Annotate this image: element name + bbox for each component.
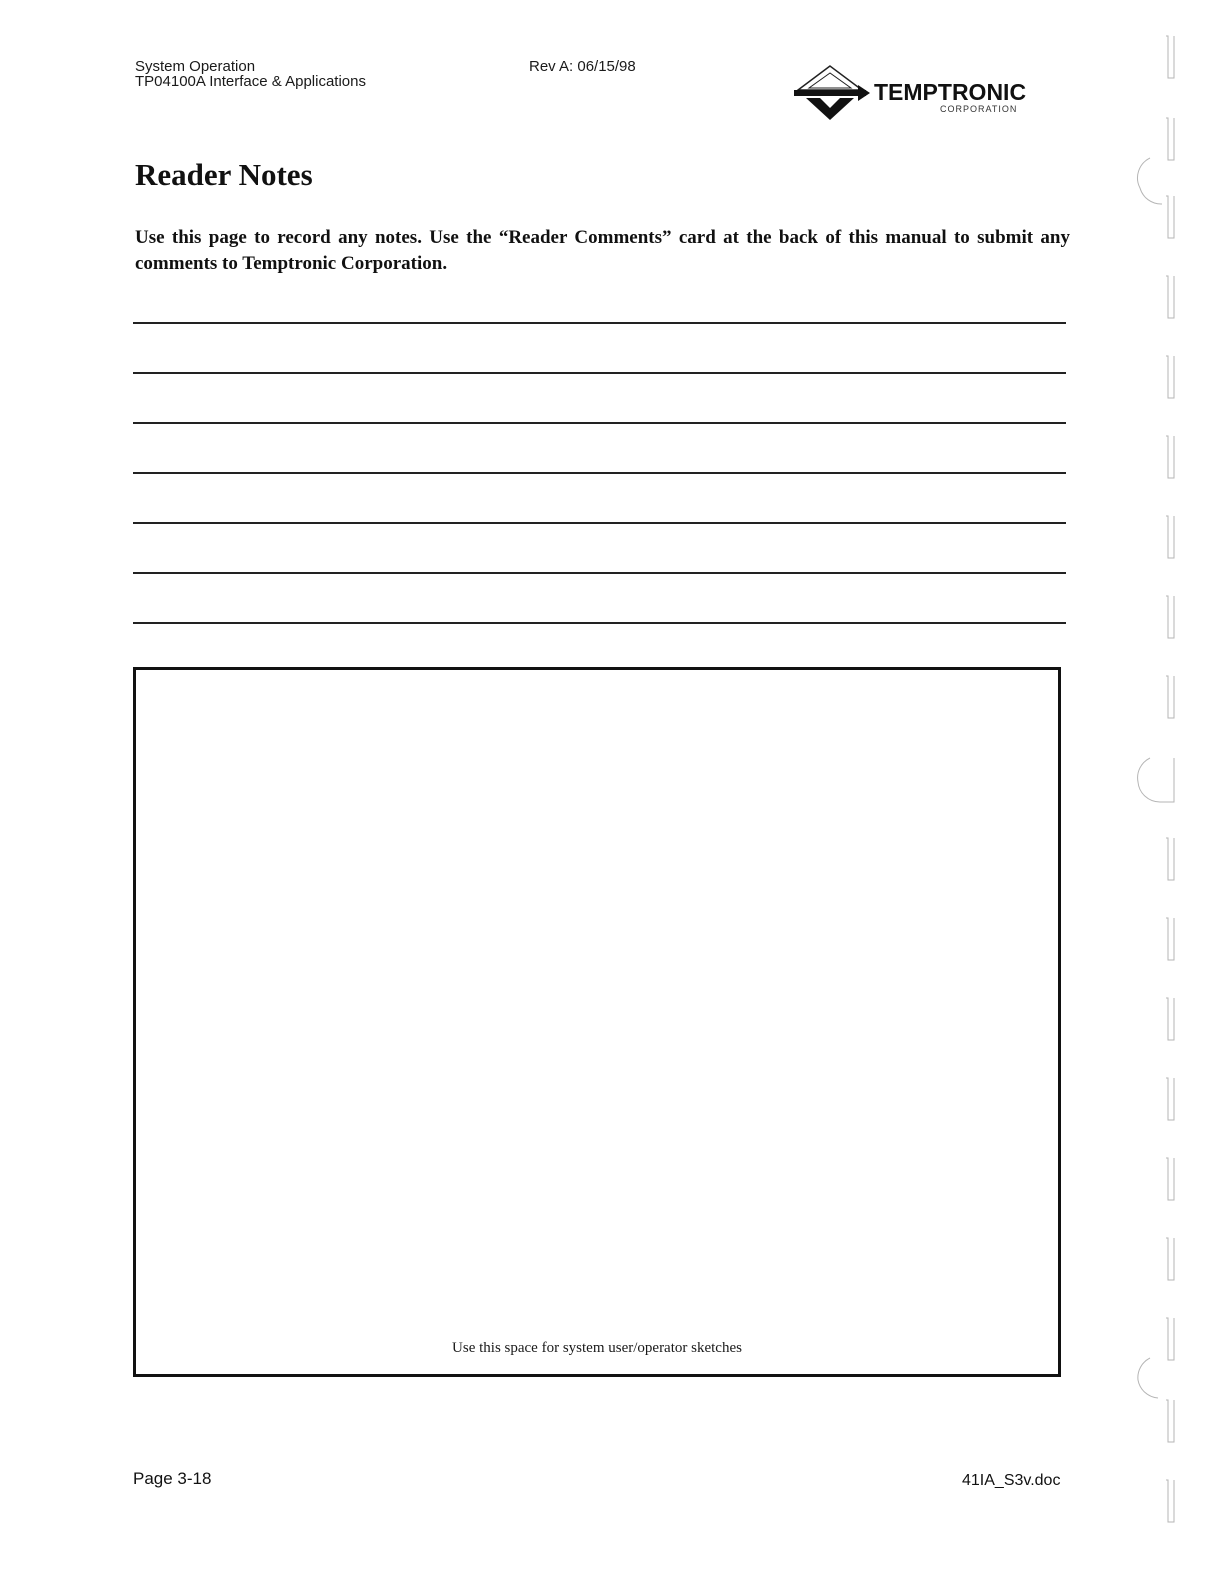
company-logo: [792, 64, 1042, 122]
note-line: [133, 522, 1066, 524]
sketch-caption: Use this space for system user/operator sketches: [452, 1340, 742, 1356]
temptronic-logo-icon: [792, 64, 872, 122]
note-line: [133, 422, 1066, 424]
sketch-area: [133, 667, 1061, 1377]
note-line: [133, 372, 1066, 374]
logo-name: TEMPTRONIC: [874, 79, 1027, 105]
logo-subtitle: CORPORATION: [940, 104, 1018, 114]
page-title: Reader Notes: [135, 157, 313, 192]
note-line: [133, 472, 1066, 474]
note-line: [133, 622, 1066, 624]
header-revision: Rev A: 06/15/98: [529, 58, 636, 75]
file-name: 41IA_S3v.doc: [962, 1472, 1061, 1489]
header-section: System Operation: [135, 58, 256, 75]
page-number: Page 3-18: [133, 1469, 212, 1488]
note-line: [133, 572, 1066, 574]
binder-edge-marks: [1110, 0, 1220, 1584]
header-document: TP04100A Interface & Applications: [135, 73, 366, 90]
note-line: [133, 322, 1066, 324]
intro-paragraph: Use this page to record any notes. Use the “Reader Comments” card at the back of this manual to submit any comments to Temptronic Corporation.: [135, 227, 1070, 274]
header-left: [135, 59, 366, 89]
